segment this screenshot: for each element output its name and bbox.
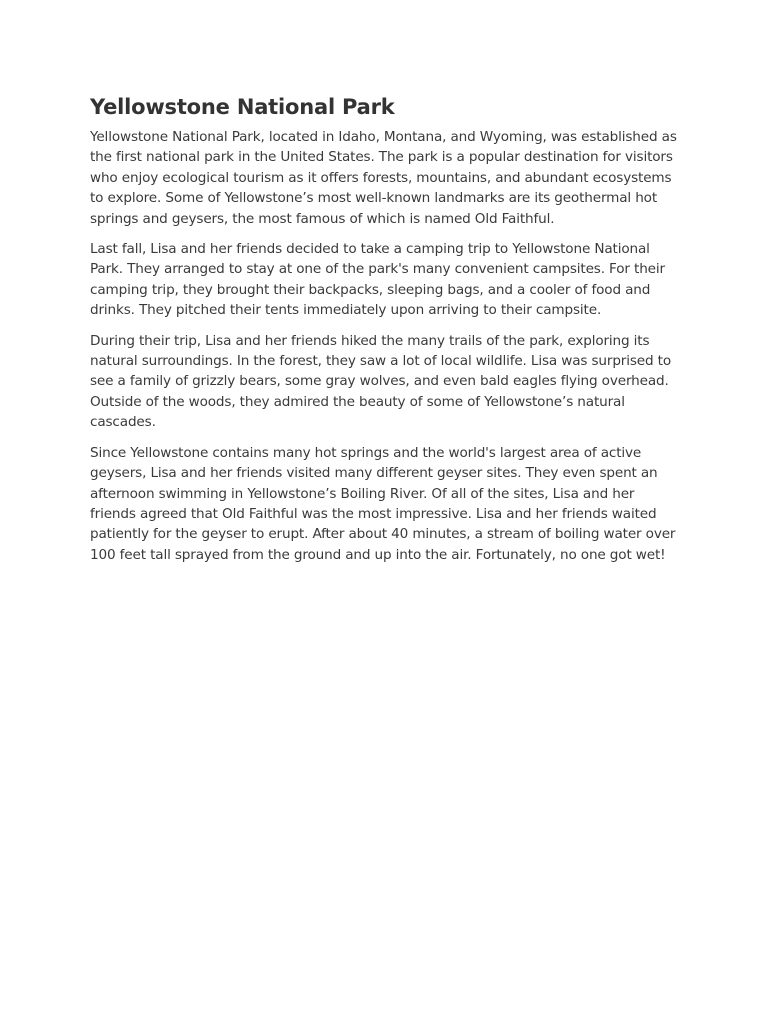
document-page [90,92,682,575]
paragraph-2: Last fall, Lisa and her friends decided to take a camping trip to Yellowstone National Park. They arranged to stay at one of the park's many convenient campsites. For their camping trip, they brought their backpacks, sleeping bags, and a cooler of food and drinks. They pitched their tents immediately upon arriving to their campsite. [90,241,665,319]
paragraph-3: During their trip, Lisa and her friends hiked the many trails of the park, exploring its natural surroundings. In the forest, they saw a lot of local wildlife. Lisa was surprised to see a family of grizzly bears, some gray wolves, and even bald eagles flying overhead. Outside of the woods, they admired the beauty of some of Yellowstone’s natural cascades. [90,332,671,431]
paragraph-4: Since Yellowstone contains many hot springs and the world's largest area of active geysers, Lisa and her friends visited many different geyser sites. They even spent an afternoon swimming in Yellowstone’s Boiling River. Of all of the sites, Lisa and her friends agreed that Old Faithful was the most impressive. Lisa and her friends waited patiently for the geyser to erupt. After about 40 minutes, a stream of boiling water over 100 feet tall sprayed from the ground and up into the air. Fortunately, no one got wet! [90,444,676,563]
document-title: Yellowstone National Park [90,95,395,119]
paragraph-1: Yellowstone National Park, located in Idaho, Montana, and Wyoming, was established as the first national park in the United States. The park is a popular destination for visitors who enjoy ecological tourism as it offers forests, mountains, and abundant ecosystems to explore. Some of Yellowstone’s most well-known landmarks are its geothermal hot springs and geysers, the most famous of which is named Old Faithful. [90,129,677,227]
